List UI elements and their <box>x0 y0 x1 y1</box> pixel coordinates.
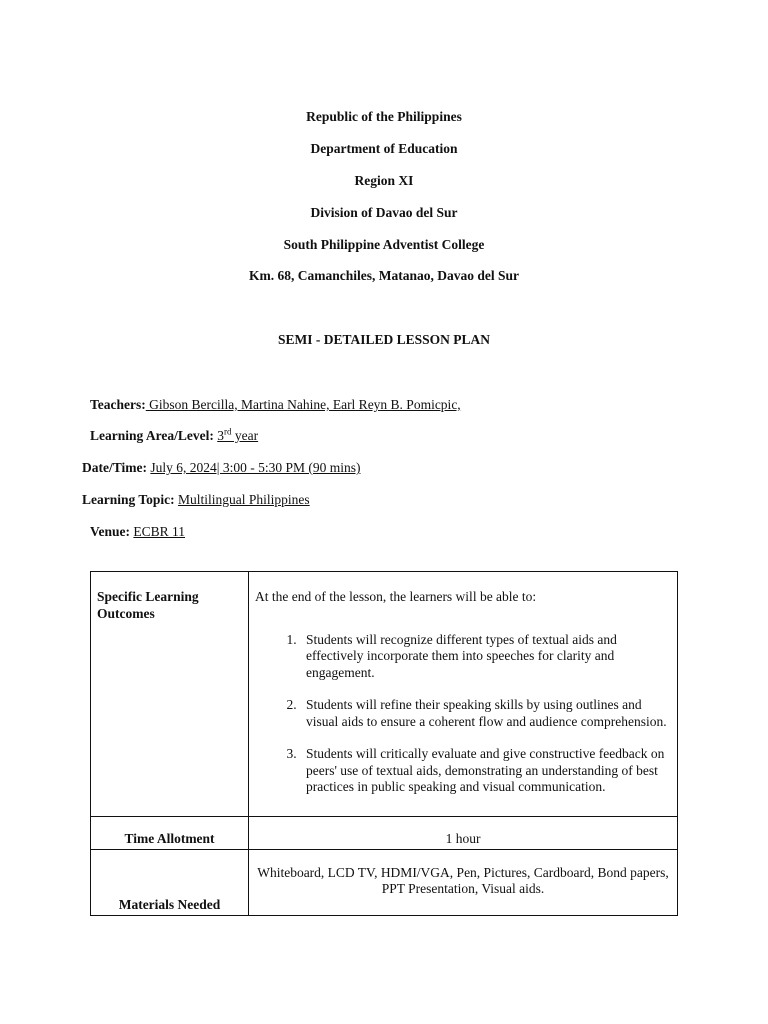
document-title: SEMI - DETAILED LESSON PLAN <box>277 332 491 347</box>
header-line-republic: Republic of the Philippines <box>306 109 462 124</box>
teachers-value: Gibson Bercilla, Martina Nahine, Earl Reyn B. Pomicpic, <box>145 397 461 412</box>
venue-row <box>90 524 185 540</box>
teachers-label: Teachers: <box>90 397 146 412</box>
outcomes-cell <box>249 572 678 817</box>
learning-area-row <box>90 428 258 444</box>
header-line-region: Region XI <box>354 173 414 188</box>
materials-label: Materials Needed <box>91 849 249 915</box>
header-line-department: Department of Education <box>310 141 458 156</box>
learning-topic-value: Multilingual Philippines <box>178 492 310 507</box>
header-line-college: South Philippine Adventist College <box>283 237 485 252</box>
list-item: 1. Students will recognize different types of textual aids and effectively incorporate them into speeches for clarity and engagement. <box>300 632 669 682</box>
learning-area-label: Learning Area/Level: <box>90 428 214 443</box>
date-time-row <box>82 460 360 476</box>
learning-area-ordinal: rd <box>224 426 232 437</box>
learning-area-year: year <box>231 428 259 443</box>
date-time-label: Date/Time: <box>82 460 147 475</box>
lesson-plan-table <box>90 571 678 916</box>
table-row-outcomes <box>91 572 678 817</box>
outcomes-label: Specific Learning Outcomes <box>91 572 249 817</box>
table-row-time-allotment <box>91 816 678 849</box>
venue-label: Venue: <box>90 524 131 539</box>
list-item: 2. Students will refine their speaking skills by using outlines and visual aids to ensure a coherent flow and audience comprehension. <box>300 697 669 730</box>
venue-value: ECBR 11 <box>133 524 186 539</box>
table-row-materials <box>91 849 678 915</box>
learning-topic-label: Learning Topic: <box>82 492 175 507</box>
list-item: 3. Students will critically evaluate and give constructive feedback on peers' use of textual aids, demonstrating an understanding of best practices in public speaking and visual communication. <box>300 746 669 796</box>
outcomes-list <box>255 632 669 796</box>
header-line-division: Division of Davao del Sur <box>310 205 458 220</box>
date-time-value: July 6, 2024| 3:00 - 5:30 PM (90 mins) <box>150 460 361 475</box>
learning-area-value <box>217 428 258 443</box>
materials-value: Whiteboard, LCD TV, HDMI/VGA, Pen, Pictures, Cardboard, Bond papers, PPT Presentation, Visual aids. <box>249 849 678 915</box>
learning-area-number: 3 <box>217 428 224 443</box>
time-allotment-label: Time Allotment <box>91 816 249 849</box>
teachers-row <box>90 397 461 413</box>
learning-topic-row <box>82 492 310 508</box>
header-line-address: Km. 68, Camanchiles, Matanao, Davao del Sur <box>249 268 519 283</box>
time-allotment-value: 1 hour <box>249 816 678 849</box>
outcomes-intro: At the end of the lesson, the learners will be able to: <box>255 589 537 604</box>
